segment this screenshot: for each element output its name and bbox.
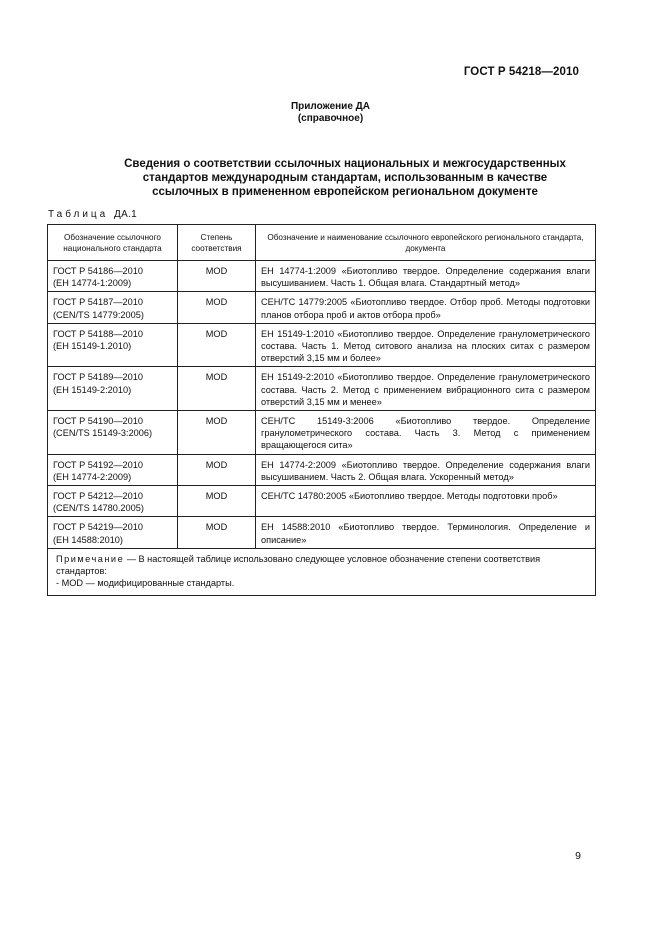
standard-equivalent: (ЕН 15149-1.2010)	[53, 341, 132, 352]
table-row	[48, 292, 596, 323]
standard-equivalent: (ЕН 14774-2:2009)	[53, 471, 132, 482]
description-cell: ЕН 15149-1:2010 «Биотопливо твердое. Определение гранулометрического состава. Часть 1. Метод ситового анализа на плоских ситах с размером отверстий 3,15 мм и более»	[256, 323, 596, 367]
national-standard-cell	[48, 517, 178, 548]
section-title	[80, 157, 610, 199]
appendix-heading	[0, 101, 661, 125]
description-cell: ЕН 14774-1:2009 «Биотопливо твердое. Определение содержания влаги высушиванием. Часть 1. Общая влага. Стандартный метод»	[256, 261, 596, 292]
table-row	[48, 411, 596, 455]
title-line-1: Сведения о соответствии ссылочных национальных и межгосударственных	[124, 158, 566, 170]
standard-equivalent: (ЕН 15149-2:2010)	[53, 384, 132, 395]
table-caption-number: ДА.1	[114, 209, 137, 220]
national-standard-cell	[48, 454, 178, 485]
description-cell: CEH/TC 15149-3:2006 «Биотопливо твердое. Определение гранулометрического состава. Часть 3. Метод с применением вращающегося сита»	[256, 411, 596, 455]
description-cell: ЕН 14588:2010 «Биотопливо твердое. Терминология. Определение и описание»	[256, 517, 596, 548]
standard-code: ГОСТ Р 54189—2010	[53, 372, 143, 383]
standard-equivalent: (CEN/TS 14780.2005)	[53, 503, 144, 514]
degree-cell: MOD	[178, 454, 256, 485]
table-caption	[48, 209, 137, 220]
title-line-3: ссылочных в примененном европейском региональном документе	[152, 186, 538, 198]
degree-cell: MOD	[178, 517, 256, 548]
table-note	[48, 548, 596, 596]
table-row	[48, 261, 596, 292]
description-cell: ЕН 14774-2:2009 «Биотопливо твердое. Определение содержания влаги высушиванием. Часть 2. Общая влага. Ускоренный метод»	[256, 454, 596, 485]
table-row	[48, 367, 596, 411]
standard-equivalent: (ЕН 14588:2010)	[53, 534, 123, 545]
standard-equivalent: (ЕН 14774-1:2009)	[53, 278, 132, 289]
table-caption-label: Таблица	[48, 209, 109, 220]
standard-code: ГОСТ Р 54212—2010	[53, 491, 143, 502]
national-standard-cell	[48, 261, 178, 292]
degree-cell: MOD	[178, 367, 256, 411]
standard-code: ГОСТ Р 54188—2010	[53, 328, 143, 339]
national-standard-cell	[48, 486, 178, 517]
page-number: 9	[575, 850, 581, 862]
standard-equivalent: (CEN/TS 15149-3:2006)	[53, 428, 153, 439]
standard-code: ГОСТ Р 54190—2010	[53, 416, 143, 427]
degree-cell: MOD	[178, 411, 256, 455]
degree-cell: MOD	[178, 292, 256, 323]
standard-code: ГОСТ Р 54187—2010	[53, 297, 143, 308]
note-text: — В настоящей таблице использовано следующее условное обозначение степени соответствия стандартов:	[56, 553, 541, 577]
national-standard-cell	[48, 292, 178, 323]
table-row	[48, 454, 596, 485]
national-standard-cell	[48, 411, 178, 455]
appendix-title: Приложение ДА	[290, 101, 371, 112]
standard-code: ГОСТ Р 54192—2010	[53, 459, 143, 470]
table-header-row	[48, 225, 596, 261]
column-header-national-standard: Обозначение ссылочного национального стандарта	[48, 225, 178, 261]
document-code: ГОСТ Р 54218—2010	[463, 66, 579, 78]
correspondence-table	[47, 224, 596, 596]
standard-equivalent: (CEN/TS 14779:2005)	[53, 309, 144, 320]
degree-cell: MOD	[178, 486, 256, 517]
national-standard-cell	[48, 367, 178, 411]
note-item: - MOD — модифицированные стандарты.	[56, 578, 235, 589]
degree-cell: MOD	[178, 261, 256, 292]
appendix-subtitle: (справочное)	[297, 113, 364, 124]
description-cell: CEH/TC 14780:2005 «Биотопливо твердое. Методы подготовки проб»	[256, 486, 596, 517]
table-row	[48, 323, 596, 367]
column-header-european-standard: Обозначение и наименование ссылочного европейского регионального стандарта, документа	[256, 225, 596, 261]
description-cell: CEH/TC 14779:2005 «Биотопливо твердое. Отбор проб. Методы подготовки планов отбора проб и актов отбора проб»	[256, 292, 596, 323]
description-cell: ЕН 15149-2:2010 «Биотопливо твердое. Определение гранулометрического состава. Часть 2. Метод с применением вибрационного сита с размером отверстий 3,15 мм и менее»	[256, 367, 596, 411]
table-note-row	[48, 548, 596, 596]
national-standard-cell	[48, 323, 178, 367]
table-row	[48, 486, 596, 517]
standard-code: ГОСТ Р 54186—2010	[53, 266, 143, 276]
degree-cell: MOD	[178, 323, 256, 367]
column-header-degree: Степень соответствия	[178, 225, 256, 261]
title-line-2: стандартов международным стандартам, использованным в качестве	[142, 172, 548, 184]
table-row	[48, 517, 596, 548]
note-heading: Примечание	[56, 553, 125, 564]
standard-code: ГОСТ Р 54219—2010	[53, 522, 143, 533]
